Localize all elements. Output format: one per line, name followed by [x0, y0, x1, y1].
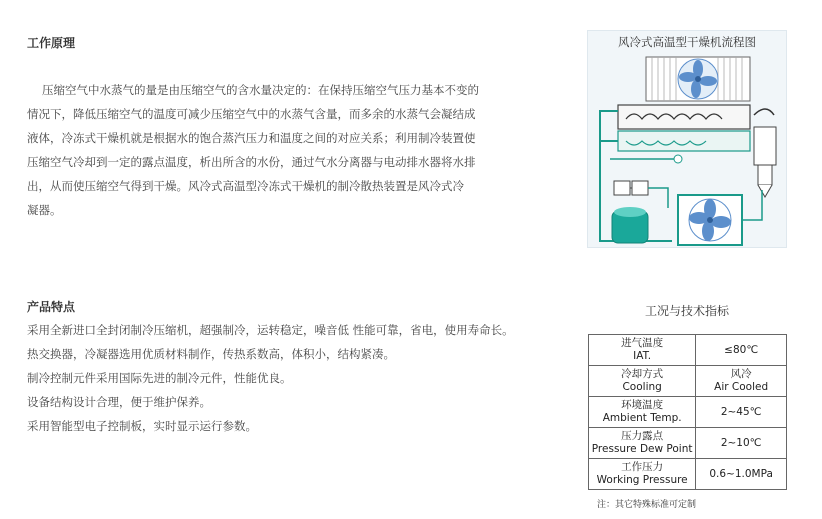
feature-item: 热交换器，冷凝器选用优质材料制作，传热系数高，体积小，结构紧凑。: [27, 347, 395, 361]
spec-value: 风冷 Air Cooled: [696, 366, 787, 397]
spec-table: [588, 334, 787, 490]
section-title-working-principle: 工作原理: [27, 36, 76, 50]
table-row: [589, 335, 787, 366]
principle-line: 压缩空气冷却到一定的露点温度，析出所含的水份，通过气水分离器与电动排水器将水排: [27, 155, 476, 169]
principle-line: 出，从而使压缩空气得到干燥。风冷式高温型冷冻式干燥机的制冷散热装置是风冷式冷: [27, 179, 464, 193]
table-row: [589, 366, 787, 397]
feature-item: 设备结构设计合理，便于维护保养。: [27, 395, 211, 409]
principle-line: 凝器。: [27, 203, 62, 217]
spec-note: 注：其它特殊标准可定制: [597, 500, 697, 510]
feature-item: 制冷控制元件采用国际先进的制冷元件，性能优良。: [27, 371, 292, 385]
pipe-left: [600, 111, 618, 141]
spec-key: 进气温度 IAT.: [589, 335, 696, 366]
section-title-features: 产品特点: [27, 300, 76, 314]
spec-key: 环境温度 Ambient Temp.: [589, 397, 696, 428]
diagram-title: 风冷式高温型干燥机流程图: [618, 35, 756, 49]
spec-key: 冷却方式 Cooling: [589, 366, 696, 397]
table-row: [589, 459, 787, 490]
spec-value: 0.6~1.0MPa: [696, 459, 787, 490]
spec-key: 压力露点 Pressure Dew Point: [589, 428, 696, 459]
spec-value: ≤80℃: [696, 335, 787, 366]
valve: [614, 181, 630, 195]
flow-diagram-graphic: [588, 31, 788, 249]
flow-diagram: [587, 30, 787, 248]
feature-item: 采用全新进口全封闭制冷压缩机，超强制冷，运转稳定，噪音低 性能可靠，省电，使用寿命长。: [27, 323, 514, 337]
table-row: [589, 397, 787, 428]
table-row: [589, 428, 787, 459]
spec-value: 2~45℃: [696, 397, 787, 428]
principle-line: 压缩空气中水蒸气的量是由压缩空气的含水量决定的：在保持压缩空气压力基本不变的: [42, 83, 479, 97]
feature-item: 采用智能型电子控制板，实时显示运行参数。: [27, 419, 257, 433]
features-list: [27, 318, 547, 438]
principle-line: 液体，冷冻式干燥机就是根据水的饱合蒸汽压力和温度之间的对应关系；利用制冷装置使: [27, 131, 476, 145]
working-principle-text: [27, 78, 547, 222]
spec-table-title: 工况与技术指标: [644, 304, 729, 318]
spec-value: 2~10℃: [696, 428, 787, 459]
evaporator: [618, 131, 750, 151]
spec-key: 工作压力 Working Pressure: [589, 459, 696, 490]
principle-line: 情况下，降低压缩空气的温度可减少压缩空气中的水蒸气含量，而多余的水蒸气会凝结成: [27, 107, 476, 121]
heat-exchanger: [618, 105, 750, 129]
separator: [754, 127, 776, 165]
